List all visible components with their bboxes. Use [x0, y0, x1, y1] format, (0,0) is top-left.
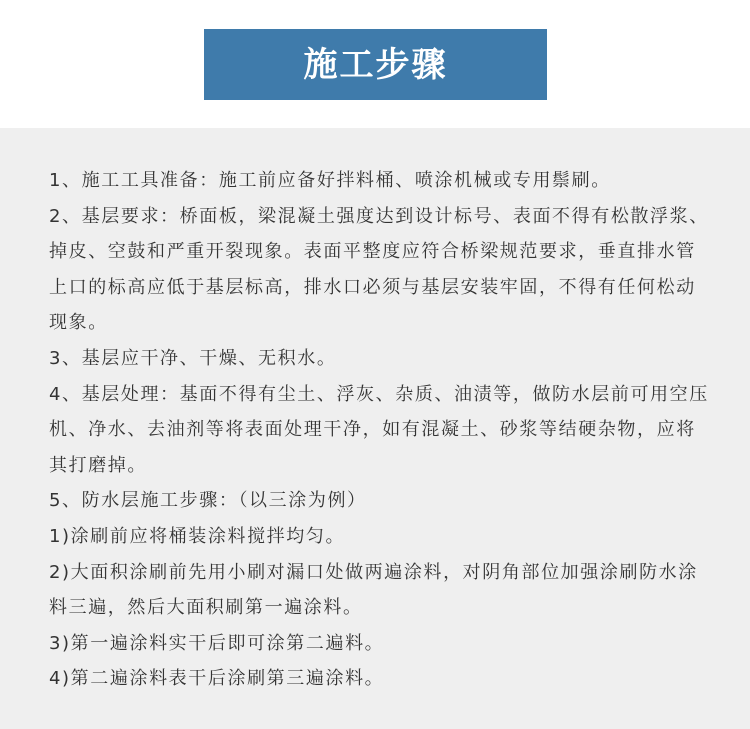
paragraph-step-1: 1)涂刷前应将桶装涂料搅拌均匀。 [49, 525, 346, 547]
paragraph-step-3: 3)第一遍涂料实干后即可涂第二遍料。 [49, 632, 385, 654]
title-banner [204, 29, 547, 100]
page-title: 施工步骤 [303, 44, 448, 85]
content-panel [0, 128, 750, 729]
paragraph-step-4: 4)第二遍涂料表干后涂刷第三遍涂料。 [49, 668, 385, 690]
paragraph-base-treatment: 4、基层处理：基面不得有尘土、浮灰、杂质、油渍等，做防水层前可用空压机、净水、去油剂等将表面处理干净，如有混凝土、砂浆等结硬杂物，应将其打磨掉。 [49, 383, 709, 476]
paragraph-step-2: 2)大面积涂刷前先用小刷对漏口处做两遍涂料，对阴角部位加强涂刷防水涂料三遍，然后大面积刷第一遍涂料。 [49, 561, 698, 619]
paragraph-base-requirements: 2、基层要求：桥面板，梁混凝土强度达到设计标号、表面不得有松散浮浆、掉皮、空鼓和严重开裂现象。表面平整度应符合桥梁规范要求，垂直排水管上口的标高应低于基层标高，排水口必须与基层安装牢固，不得有任何松动现象。 [49, 205, 709, 334]
instruction-list [49, 163, 709, 697]
paragraph-base-clean-dry: 3、基层应干净、干燥、无积水。 [49, 347, 337, 369]
paragraph-tools-preparation: 1、施工工具准备：施工前应备好拌料桶、喷涂机械或专用鬃刷。 [49, 170, 611, 191]
paragraph-waterproof-steps-heading: 5、防水层施工步骤：（以三涂为例） [49, 490, 367, 512]
header-area [0, 0, 750, 128]
